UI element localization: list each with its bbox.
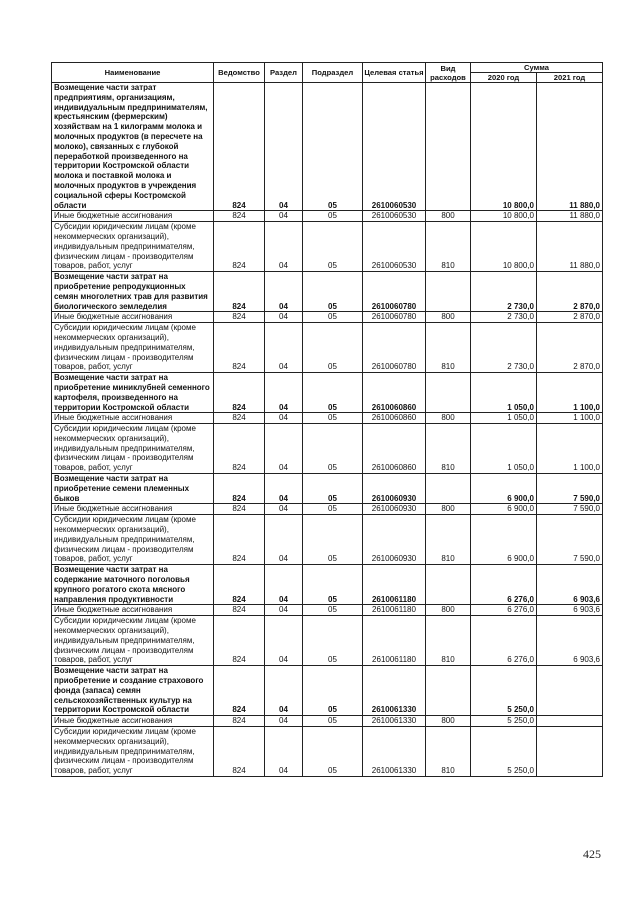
header-exp-type: Вид расходов (426, 63, 471, 83)
table-cell-section: 04 (265, 716, 303, 727)
table-cell-2021: 2 870,0 (537, 272, 603, 312)
table-cell-target: 2610060530 (363, 83, 426, 211)
table-cell-name: Иные бюджетные ассигнования (52, 211, 214, 222)
table-cell-section: 04 (265, 504, 303, 515)
table-cell-2021 (537, 716, 603, 727)
table-cell-2021: 6 903,6 (537, 565, 603, 605)
table-cell-name: Возмещение части затрат на приобретение и создание страхового фонда (запаса) семян сельскохозяйственных культур на территории Костромской области (52, 666, 214, 716)
table-cell-name: Возмещение части затрат на приобретение репродукционных семян многолетних трав для развития биологического земледелия (52, 272, 214, 312)
table-cell-subsection: 05 (303, 666, 363, 716)
table-cell-dept: 824 (214, 515, 265, 565)
table-cell-exp-type: 810 (426, 727, 471, 777)
table-cell-2020: 6 276,0 (471, 605, 537, 616)
table-cell-section: 04 (265, 605, 303, 616)
table-cell-subsection: 05 (303, 424, 363, 474)
table-row (52, 565, 603, 605)
table-row (52, 323, 603, 373)
table-cell-2020: 5 250,0 (471, 727, 537, 777)
table-cell-name: Субсидии юридическим лицам (кроме некоммерческих организаций), индивидуальным предпринимателям, физическим лицам - производителям товаров, работ, услуг (52, 323, 214, 373)
table-cell-dept: 824 (214, 413, 265, 424)
table-cell-exp-type: 810 (426, 515, 471, 565)
table-cell-2021: 1 100,0 (537, 424, 603, 474)
table-cell-name: Субсидии юридическим лицам (кроме некоммерческих организаций), индивидуальным предпринимателям, физическим лицам - производителям товаров, работ, услуг (52, 616, 214, 666)
table-cell-section: 04 (265, 727, 303, 777)
table-cell-subsection: 05 (303, 272, 363, 312)
table-cell-2021: 11 880,0 (537, 222, 603, 272)
table-cell-exp-type (426, 83, 471, 211)
table-cell-2020: 1 050,0 (471, 424, 537, 474)
header-name: Наименование (52, 63, 214, 83)
table-cell-section: 04 (265, 323, 303, 373)
table-row (52, 222, 603, 272)
header-section: Раздел (265, 63, 303, 83)
table-cell-subsection: 05 (303, 727, 363, 777)
table-cell-dept: 824 (214, 272, 265, 312)
table-cell-2020: 10 800,0 (471, 222, 537, 272)
table-cell-section: 04 (265, 474, 303, 504)
header-sum: Сумма (471, 63, 603, 73)
table-cell-2021: 1 100,0 (537, 413, 603, 424)
table-row (52, 312, 603, 323)
table-cell-section: 04 (265, 424, 303, 474)
table-cell-exp-type: 810 (426, 616, 471, 666)
table-cell-section: 04 (265, 83, 303, 211)
table-cell-target: 2610060860 (363, 373, 426, 413)
table-row (52, 504, 603, 515)
table-cell-dept: 824 (214, 716, 265, 727)
table-cell-dept: 824 (214, 666, 265, 716)
table-cell-exp-type: 800 (426, 413, 471, 424)
table-cell-2021: 6 903,6 (537, 605, 603, 616)
table-cell-dept: 824 (214, 83, 265, 211)
header-2020: 2020 год (471, 73, 537, 83)
table-cell-dept: 824 (214, 211, 265, 222)
table-cell-2021 (537, 727, 603, 777)
table-cell-dept: 824 (214, 222, 265, 272)
table-cell-section: 04 (265, 616, 303, 666)
table-cell-section: 04 (265, 413, 303, 424)
table-cell-target: 2610061180 (363, 616, 426, 666)
table-row (52, 272, 603, 312)
table-cell-exp-type (426, 666, 471, 716)
table-cell-name: Субсидии юридическим лицам (кроме некоммерческих организаций), индивидуальным предпринимателям, физическим лицам - производителям товаров, работ, услуг (52, 424, 214, 474)
table-cell-dept: 824 (214, 373, 265, 413)
table-cell-2021: 2 870,0 (537, 312, 603, 323)
table-cell-section: 04 (265, 222, 303, 272)
table-row (52, 616, 603, 666)
table-cell-2021 (537, 666, 603, 716)
table-cell-subsection: 05 (303, 474, 363, 504)
table-cell-subsection: 05 (303, 565, 363, 605)
table-cell-subsection: 05 (303, 83, 363, 211)
table-cell-2020: 6 276,0 (471, 616, 537, 666)
table-row (52, 424, 603, 474)
table-cell-2021: 7 590,0 (537, 504, 603, 515)
table-cell-subsection: 05 (303, 616, 363, 666)
table-cell-2021: 11 880,0 (537, 83, 603, 211)
table-cell-2020: 6 276,0 (471, 565, 537, 605)
table-cell-target: 2610060780 (363, 312, 426, 323)
table-cell-name: Иные бюджетные ассигнования (52, 312, 214, 323)
table-cell-exp-type: 800 (426, 211, 471, 222)
table-cell-exp-type (426, 565, 471, 605)
table-cell-target: 2610060530 (363, 211, 426, 222)
table-row (52, 605, 603, 616)
table-cell-target: 2610060860 (363, 424, 426, 474)
table-cell-section: 04 (265, 312, 303, 323)
table-cell-section: 04 (265, 666, 303, 716)
table-cell-subsection: 05 (303, 312, 363, 323)
table-cell-dept: 824 (214, 616, 265, 666)
table-cell-name: Возмещение части затрат на приобретение семени племенных быков (52, 474, 214, 504)
table-cell-subsection: 05 (303, 323, 363, 373)
table-cell-target: 2610061330 (363, 666, 426, 716)
table-cell-name: Возмещение части затрат на приобретение миниклубней семенного картофеля, произведенного на территории Костромской области (52, 373, 214, 413)
table-cell-target: 2610060930 (363, 515, 426, 565)
table-row (52, 716, 603, 727)
table-cell-2020: 2 730,0 (471, 323, 537, 373)
table-cell-2020: 2 730,0 (471, 312, 537, 323)
table-cell-2020: 6 900,0 (471, 504, 537, 515)
table-cell-exp-type (426, 272, 471, 312)
table-cell-subsection: 05 (303, 222, 363, 272)
table-cell-2021: 6 903,6 (537, 616, 603, 666)
table-row (52, 727, 603, 777)
table-cell-dept: 824 (214, 474, 265, 504)
table-cell-subsection: 05 (303, 211, 363, 222)
table-cell-2020: 6 900,0 (471, 474, 537, 504)
table-cell-dept: 824 (214, 323, 265, 373)
table-row (52, 474, 603, 504)
table-cell-name: Иные бюджетные ассигнования (52, 413, 214, 424)
header-2021: 2021 год (537, 73, 603, 83)
table-cell-section: 04 (265, 272, 303, 312)
table-row (52, 515, 603, 565)
table-cell-exp-type: 800 (426, 605, 471, 616)
header-dept: Ведомство (214, 63, 265, 83)
table-cell-exp-type (426, 373, 471, 413)
table-cell-2021: 11 880,0 (537, 211, 603, 222)
table-cell-section: 04 (265, 515, 303, 565)
table-cell-2021: 2 870,0 (537, 323, 603, 373)
table-cell-dept: 824 (214, 424, 265, 474)
table-cell-target: 2610060930 (363, 474, 426, 504)
table-row (52, 83, 603, 211)
table-cell-subsection: 05 (303, 716, 363, 727)
table-cell-target: 2610061330 (363, 727, 426, 777)
table-cell-exp-type: 810 (426, 424, 471, 474)
page-number: 425 (583, 847, 601, 861)
table-cell-dept: 824 (214, 727, 265, 777)
table-cell-dept: 824 (214, 312, 265, 323)
table-row (52, 211, 603, 222)
table-cell-exp-type: 800 (426, 504, 471, 515)
table-header (52, 63, 603, 83)
table-cell-2020: 1 050,0 (471, 413, 537, 424)
table-cell-target: 2610060930 (363, 504, 426, 515)
table-cell-name: Иные бюджетные ассигнования (52, 504, 214, 515)
table-row (52, 373, 603, 413)
table-cell-2021: 7 590,0 (537, 474, 603, 504)
table-cell-dept: 824 (214, 504, 265, 515)
table-cell-subsection: 05 (303, 373, 363, 413)
table-cell-subsection: 05 (303, 413, 363, 424)
table-cell-name: Иные бюджетные ассигнования (52, 716, 214, 727)
header-subsection: Подраздел (303, 63, 363, 83)
table-cell-exp-type: 810 (426, 222, 471, 272)
table-cell-name: Возмещение части затрат предприятиям, организациям, индивидуальным предпринимателям, крестьянским (фермерским) хозяйствам на 1 килограмм молока и молочных продуктов (в пересчете на молоко), связанных с глубокой переработкой произведенного на территории Костромской области молока и поставкой молока и молочных продуктов в учреждения социальной сферы Костромской области (52, 83, 214, 211)
table-cell-target: 2610061330 (363, 716, 426, 727)
table-cell-target: 2610060530 (363, 222, 426, 272)
table-cell-target: 2610060780 (363, 272, 426, 312)
table-cell-name: Возмещение части затрат на содержание маточного поголовья крупного рогатого скота мясного направления продуктивности (52, 565, 214, 605)
table-cell-name: Субсидии юридическим лицам (кроме некоммерческих организаций), индивидуальным предпринимателям, физическим лицам - производителям товаров, работ, услуг (52, 727, 214, 777)
table-cell-2021: 1 100,0 (537, 373, 603, 413)
table-cell-2020: 5 250,0 (471, 716, 537, 727)
header-target: Целевая статья (363, 63, 426, 83)
table-cell-subsection: 05 (303, 605, 363, 616)
table-cell-name: Субсидии юридическим лицам (кроме некоммерческих организаций), индивидуальным предпринимателям, физическим лицам - производителям товаров, работ, услуг (52, 222, 214, 272)
table-cell-exp-type: 810 (426, 323, 471, 373)
table-cell-target: 2610061180 (363, 565, 426, 605)
table-cell-section: 04 (265, 211, 303, 222)
table-cell-target: 2610061180 (363, 605, 426, 616)
table-cell-exp-type (426, 474, 471, 504)
table-cell-2020: 10 800,0 (471, 83, 537, 211)
table-cell-2020: 2 730,0 (471, 272, 537, 312)
table-cell-2020: 6 900,0 (471, 515, 537, 565)
table-cell-name: Иные бюджетные ассигнования (52, 605, 214, 616)
table-cell-2021: 7 590,0 (537, 515, 603, 565)
table-cell-dept: 824 (214, 565, 265, 605)
table-row (52, 413, 603, 424)
table-row (52, 666, 603, 716)
table-cell-exp-type: 800 (426, 716, 471, 727)
table-cell-subsection: 05 (303, 515, 363, 565)
table-cell-2020: 10 800,0 (471, 211, 537, 222)
table-body (52, 83, 603, 777)
table-cell-exp-type: 800 (426, 312, 471, 323)
budget-table (51, 62, 603, 777)
table-cell-target: 2610060860 (363, 413, 426, 424)
table-cell-subsection: 05 (303, 504, 363, 515)
table-cell-dept: 824 (214, 605, 265, 616)
table-cell-target: 2610060780 (363, 323, 426, 373)
table-cell-section: 04 (265, 565, 303, 605)
table-cell-2020: 5 250,0 (471, 666, 537, 716)
table-cell-2020: 1 050,0 (471, 373, 537, 413)
table-cell-name: Субсидии юридическим лицам (кроме некоммерческих организаций), индивидуальным предпринимателям, физическим лицам - производителям товаров, работ, услуг (52, 515, 214, 565)
table-cell-section: 04 (265, 373, 303, 413)
